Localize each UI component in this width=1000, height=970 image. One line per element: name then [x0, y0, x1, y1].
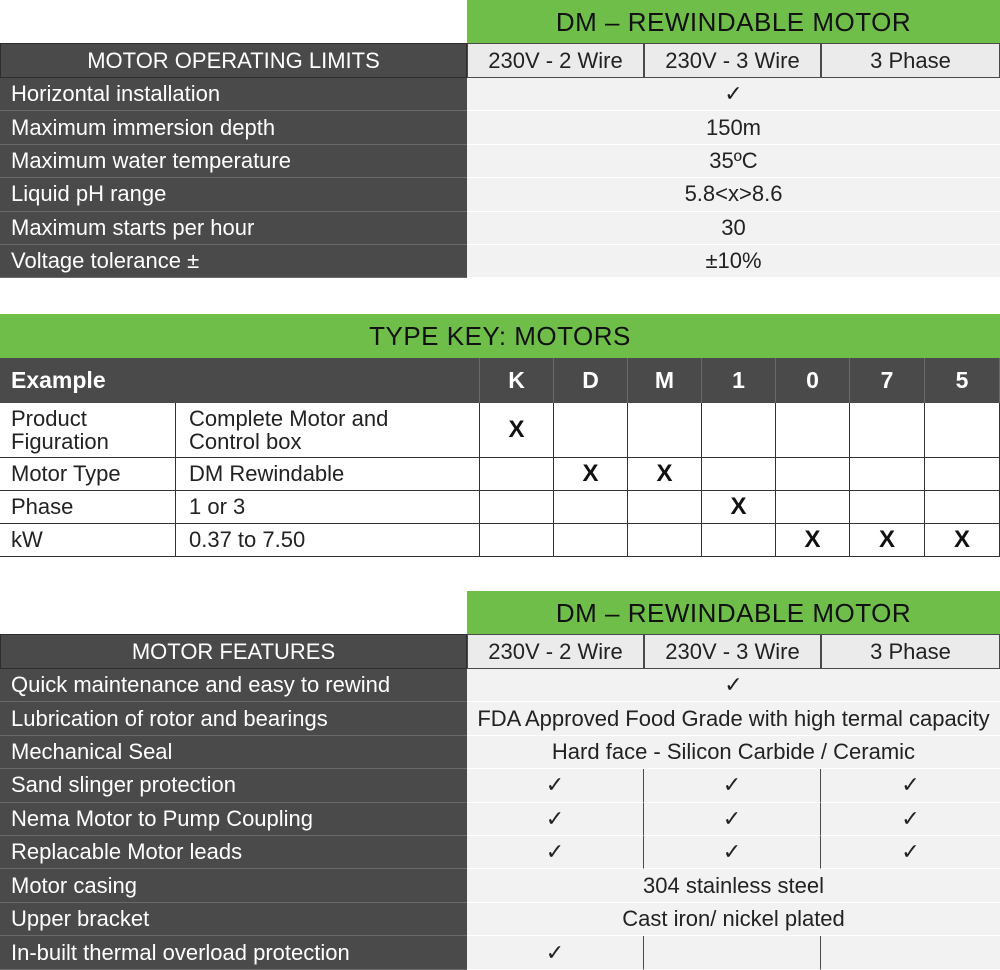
typekey-row-desc: 0.37 to 7.50	[176, 524, 480, 557]
typekey-mark	[628, 491, 702, 524]
table1-row-value: 5.8<x>8.6	[467, 178, 1000, 211]
table3-row-label: Lubrication of rotor and bearings	[0, 702, 467, 735]
typekey-mark	[850, 403, 925, 458]
table3-row-label: In-built thermal overload protection	[0, 936, 467, 970]
table3-row-cell: ✓	[821, 836, 1000, 869]
typekey-letter: K	[480, 358, 554, 403]
table1-row-value: ±10%	[467, 245, 1000, 278]
typekey-mark: X	[480, 403, 554, 458]
typekey-mark	[776, 403, 850, 458]
typekey-letter: 7	[850, 358, 925, 403]
table1-column-header: 230V - 2 Wire	[467, 43, 644, 78]
typekey-mark	[554, 524, 628, 557]
typekey-letter: M	[628, 358, 702, 403]
table3-row-value: Cast iron/ nickel plated	[467, 903, 1000, 936]
typekey-letter: 5	[925, 358, 1000, 403]
typekey-mark: X	[628, 458, 702, 491]
table3-row-label: Replacable Motor leads	[0, 836, 467, 869]
table1-banner: DM – REWINDABLE MOTOR	[467, 0, 1000, 43]
table1-row-label: Maximum starts per hour	[0, 212, 467, 245]
typekey-mark	[480, 524, 554, 557]
table3-row-cell: ✓	[467, 769, 644, 802]
table3-row-cell: ✓	[467, 936, 644, 970]
typekey-mark: X	[850, 524, 925, 557]
table3-row-label: Mechanical Seal	[0, 736, 467, 769]
table3-row-value: ✓	[467, 669, 1000, 702]
table3-row-cell: ✓	[644, 769, 821, 802]
table3-row-label: Quick maintenance and easy to rewind	[0, 669, 467, 702]
typekey-mark: X	[776, 524, 850, 557]
table1-column-header: 230V - 3 Wire	[644, 43, 821, 78]
table1-row-label: Voltage tolerance ±	[0, 245, 467, 278]
table1-row-value: 30	[467, 212, 1000, 245]
typekey-mark	[925, 491, 1000, 524]
typekey-row-desc: DM Rewindable	[176, 458, 480, 491]
table1-row-label: Horizontal installation	[0, 78, 467, 111]
typekey-mark	[702, 403, 776, 458]
table3-row-cell: ✓	[644, 803, 821, 836]
table1-row-value: 150m	[467, 111, 1000, 144]
typekey-row-label: Phase	[0, 491, 176, 524]
table3-column-header: 3 Phase	[821, 634, 1000, 669]
typekey-mark	[925, 403, 1000, 458]
typekey-example-label: Example	[0, 358, 480, 403]
typekey-row-label: Product Figuration	[0, 403, 176, 458]
table1-row-value: ✓	[467, 78, 1000, 111]
table3-column-header: 230V - 3 Wire	[644, 634, 821, 669]
table1-row-label: Liquid pH range	[0, 178, 467, 211]
table3-row-cell: ✓	[821, 803, 1000, 836]
table3-row-label: Motor casing	[0, 869, 467, 902]
table1-column-header: 3 Phase	[821, 43, 1000, 78]
table3-row-value: 304 stainless steel	[467, 869, 1000, 902]
table1-row-label: Maximum water temperature	[0, 145, 467, 178]
table1-row-label: Maximum immersion depth	[0, 111, 467, 144]
typekey-mark	[850, 458, 925, 491]
typekey-row-desc: Complete Motor and Control box	[176, 403, 480, 458]
table3-row-label: Nema Motor to Pump Coupling	[0, 803, 467, 836]
table3-row-value: Hard face - Silicon Carbide / Ceramic	[467, 736, 1000, 769]
typekey-mark	[776, 458, 850, 491]
typekey-mark: X	[554, 458, 628, 491]
table3-row-label: Upper bracket	[0, 903, 467, 936]
typekey-letter: 0	[776, 358, 850, 403]
typekey-row-label: kW	[0, 524, 176, 557]
typekey-mark	[702, 524, 776, 557]
typekey-mark: X	[702, 491, 776, 524]
typekey-mark	[850, 491, 925, 524]
typekey-mark	[702, 458, 776, 491]
table3-row-label: Sand slinger protection	[0, 769, 467, 802]
table3-row-cell	[821, 936, 1000, 970]
typekey-mark	[480, 458, 554, 491]
typekey-mark	[628, 403, 702, 458]
table3-column-header: 230V - 2 Wire	[467, 634, 644, 669]
typekey-mark	[554, 403, 628, 458]
table3-row-cell: ✓	[821, 769, 1000, 802]
typekey-title: TYPE KEY: MOTORS	[0, 314, 1000, 358]
typekey-mark	[628, 524, 702, 557]
typekey-row-label: Motor Type	[0, 458, 176, 491]
typekey-mark: X	[925, 524, 1000, 557]
table3-row-cell: ✓	[644, 836, 821, 869]
table3-row-cell: ✓	[467, 836, 644, 869]
table1-row-value: 35ºC	[467, 145, 1000, 178]
table3-row-cell: ✓	[467, 803, 644, 836]
typekey-letter: D	[554, 358, 628, 403]
typekey-row-desc: 1 or 3	[176, 491, 480, 524]
typekey-mark	[925, 458, 1000, 491]
table3-row-value: FDA Approved Food Grade with high termal capacity	[467, 702, 1000, 735]
table3-row-cell	[644, 936, 821, 970]
typekey-mark	[776, 491, 850, 524]
table3-header-label: MOTOR FEATURES	[0, 634, 467, 669]
table1-header-label: MOTOR OPERATING LIMITS	[0, 43, 467, 78]
table3-banner: DM – REWINDABLE MOTOR	[467, 591, 1000, 634]
typekey-mark	[554, 491, 628, 524]
typekey-mark	[480, 491, 554, 524]
typekey-letter: 1	[702, 358, 776, 403]
